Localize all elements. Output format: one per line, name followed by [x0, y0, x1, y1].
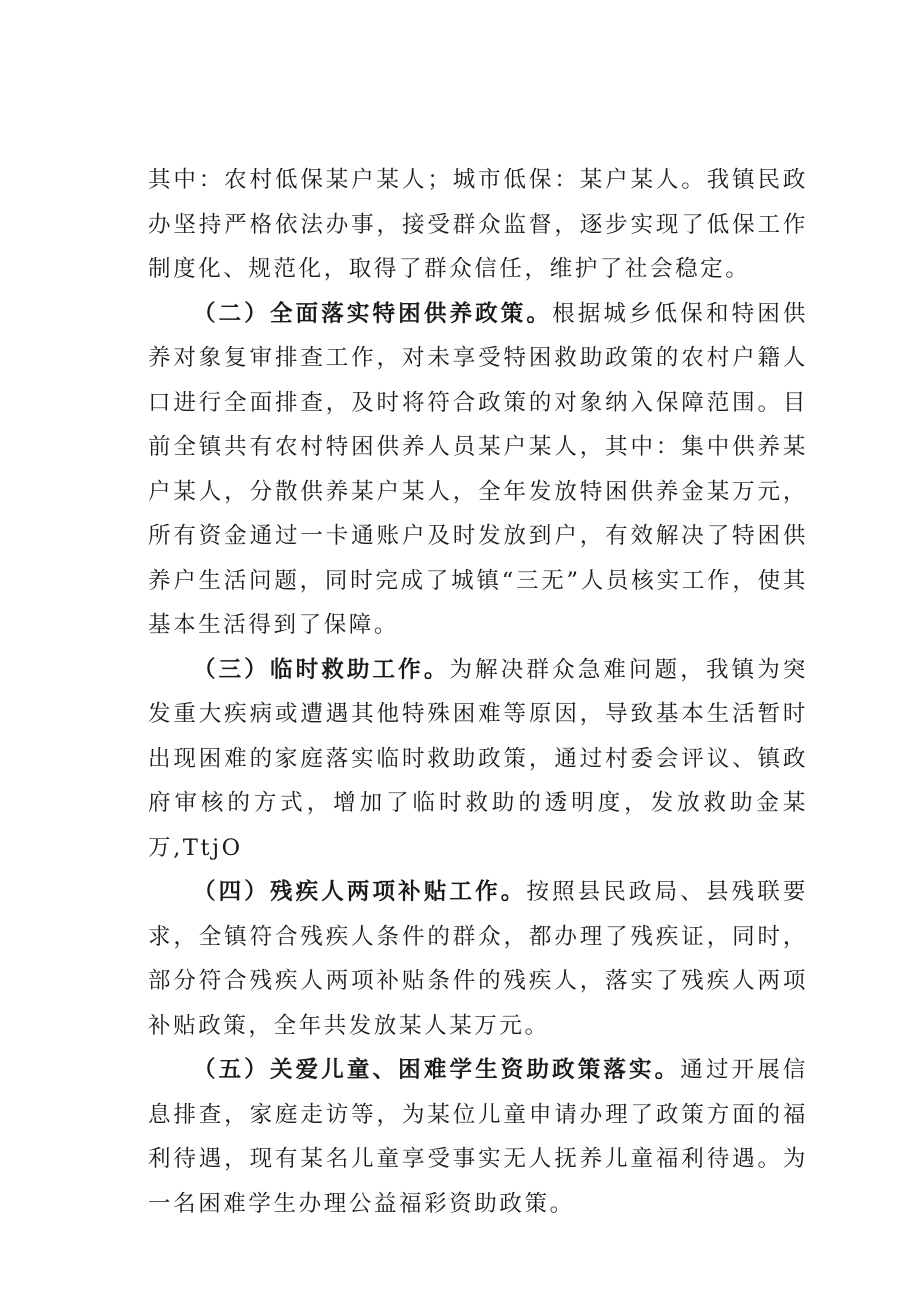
paragraph-1 — [148, 158, 808, 292]
section-heading-3: （三）临时救助工作。 — [193, 656, 450, 683]
paragraph-4-text: 按照县民政局、县残联要求，全镇符合残疾人条件的群众，都办理了残疾证，同时，部分符合残疾人两项补贴条件的残疾人，落实了残疾人两项补贴政策，全年共发放某人某万元。 — [148, 879, 808, 1039]
paragraph-1-text: 其中：农村低保某户某人；城市低保：某户某人。我镇民政办坚持严格依法办事，接受群众监督，逐步实现了低保工作制度化、规范化，取得了群众信任，维护了社会稳定。 — [148, 167, 808, 282]
section-heading-4: （四）残疾人两项补贴工作。 — [193, 879, 527, 905]
paragraph-4 — [148, 870, 808, 1048]
document-body — [148, 158, 808, 1226]
section-heading-5: （五）关爱儿童、困难学生资助政策落实。 — [193, 1057, 681, 1083]
paragraph-3 — [148, 648, 808, 871]
paragraph-5-text: 通过开展信息排查，家庭走访等，为某位儿童申请办理了政策方面的福利待遇，现有某名儿童享受事实无人抚养儿童福利待遇。为一名困难学生办理公益福彩资助政策。 — [148, 1057, 808, 1217]
section-heading-2: （二）全面落实特困供养政策。 — [193, 300, 553, 327]
paragraph-2 — [148, 292, 808, 648]
paragraph-2-text: 根据城乡低保和特困供养对象复审排查工作，对未享受特困救助政策的农村户籍人口进行全面排查，及时将符合政策的对象纳入保障范围。目前全镇共有农村特困供养人员某户某人，其中：集中供养某户某人，分散供养某户某人，全年发放特困供养金某万元，所有资金通过一卡通账户及时发放到户，有效解决了特困供养户生活问题，同时完成了城镇“三无”人员核实工作，使其基本生活得到了保障。 — [148, 300, 808, 638]
paragraph-5 — [148, 1048, 808, 1226]
paragraph-3-text: 为解决群众急难问题，我镇为突发重大疾病或遭遇其他特殊困难等原因，导致基本生活暂时出现困难的家庭落实临时救助政策，通过村委会评议、镇政府审核的方式，增加了临时救助的透明度，发放救助金某万,TtjO — [148, 656, 808, 861]
